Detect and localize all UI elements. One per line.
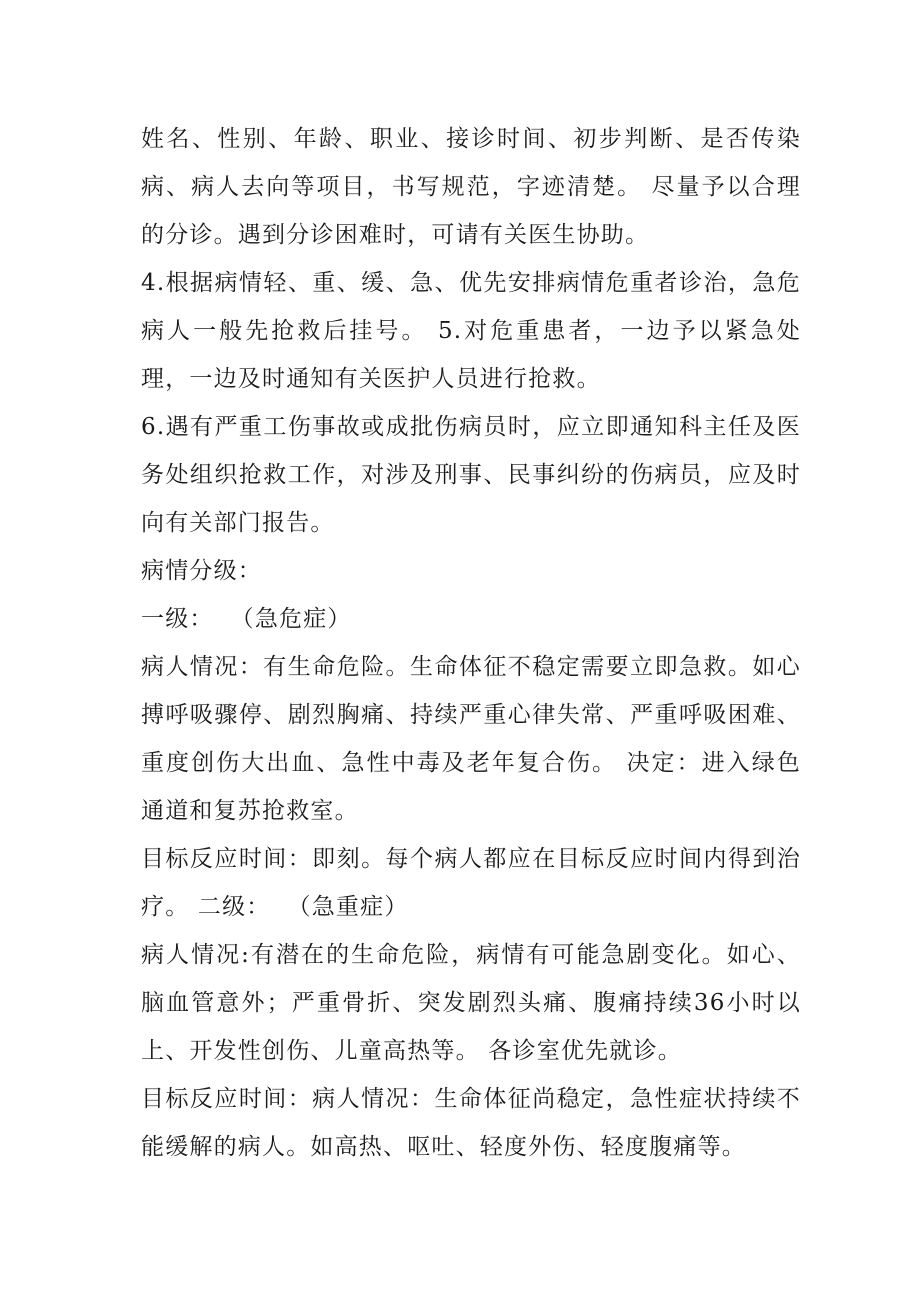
paragraph-registration: 姓名、性别、年龄、职业、接诊时间、初步判断、是否传染病、病人去向等项目，书写规范，字迹清楚。 尽量予以合理的分诊。遇到分诊困难时，可请有关医生协助。 [141, 126, 801, 248]
level-2-patient-condition: 病人情况:有潜在的生命危险，病情有可能急剧变化。如心、脑血管意外；严重骨折、突发剧烈头痛、腹痛持续36小时以上、开发性创伤、儿童高热等。 各诊室优先就诊。 [141, 942, 801, 1064]
level-3-target-time: 目标反应时间：病人情况：生命体征尚稳定，急性症状持续不能缓解的病人。如高热、呕吐、轻度外伤、轻度腹痛等。 [141, 1086, 801, 1160]
level-1-heading: 一级： （急危症） [141, 606, 352, 632]
paragraph-item-4-5: 4.根据病情轻、重、缓、急、优先安排病情危重者诊治，急危病人一般先抢救后挂号。 5.对危重患者，一边予以紧急处理，一边及时通知有关医护人员进行抢救。 [141, 270, 801, 392]
section-heading-triage-levels: 病情分级： [141, 558, 262, 584]
level-1-target-time: 目标反应时间：即刻。每个病人都应在目标反应时间内得到治疗。 二级： （急重症） [141, 846, 801, 920]
level-1-patient-condition: 病人情况：有生命危险。生命体征不稳定需要立即急救。如心搏呼吸骤停、剧烈胸痛、持续严重心律失常、严重呼吸困难、重度创伤大出血、急性中毒及老年复合伤。 决定：进入绿色通道和复苏抢救室。 [141, 654, 801, 824]
document-body [141, 115, 801, 1171]
paragraph-item-6: 6.遇有严重工伤事故或成批伤病员时，应立即通知科主任及医务处组织抢救工作，对涉及刑事、民事纠纷的伤病员，应及时向有关部门报告。 [141, 414, 801, 536]
